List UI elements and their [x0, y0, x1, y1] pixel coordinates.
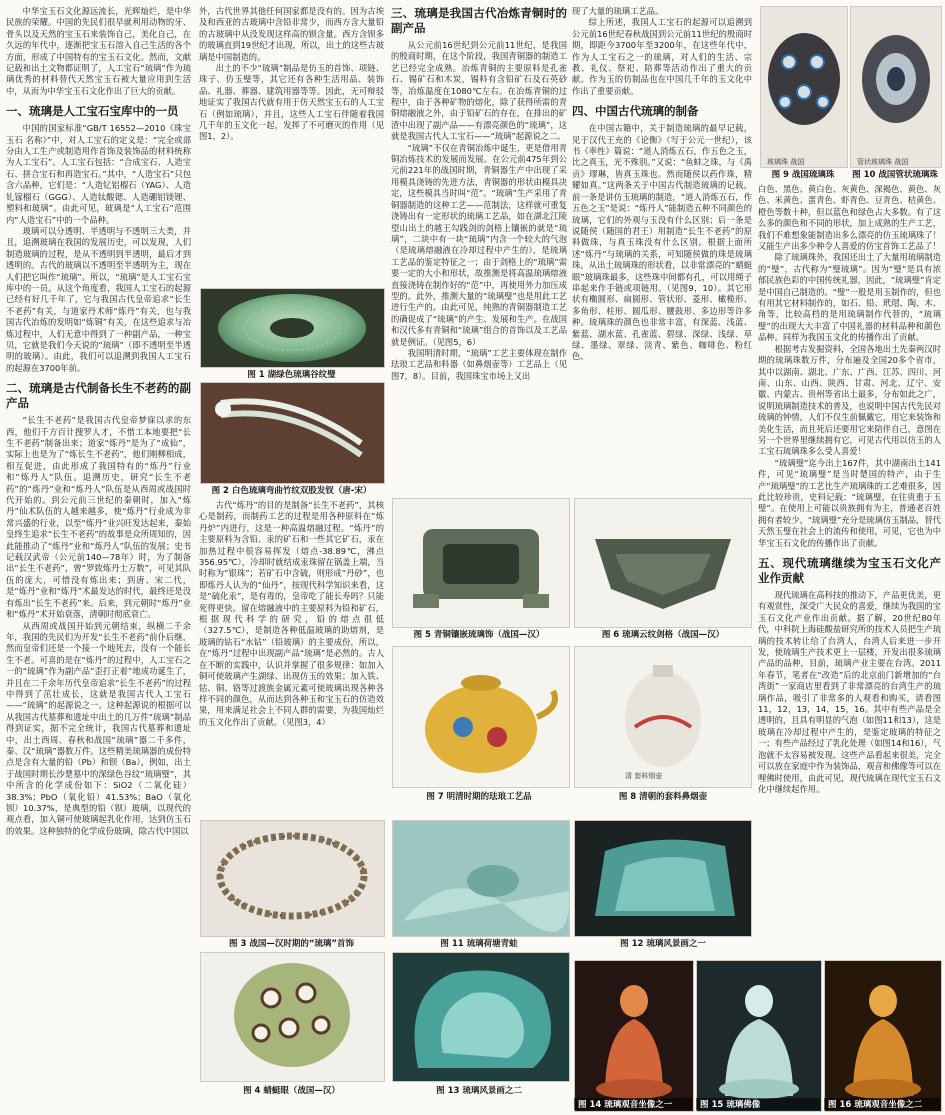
section-2-paragraph-2: 从西周或战国开始到元朝结束，纵横二千余年，我国的先民们为开发“长生不老药”前仆后继，然而皇帝们还是一个接一个地死去，没有一个能长生不老。可喜的是在“炼丹”的过程中，人工宝石之一的“琉璃”作为副产品“歪打正着”地成功诞生了，并且在二千余年历代皇帝追求“长生不老药”的过程中得到了茁壮成长，这就是我国古代人工宝石——“琉璃”的起源说之一。这种起源说的根据可以从我国古代墓葬和遗址中出土的几万件“琉璃”制品得到证实，据不完全统计，我国古代墓葬和遗址中，出土西周、春秋和战国“琉璃”器二千多件，秦、汉“琉璃”器数万件。这些精美琉璃器的成份特点是含有大量的铅（Pb）和钡（Ba），例如，出土于战国时期长沙楚墓中的深绿色谷纹“琉璃璧”，其中所含的化学成份如下：SiO2（二氧化硅）38.3%；PbO（氧化铅）41.53%；BaO（氧化钡）10.37%，是典型的铅（钡）玻璃，以现代的观点看，加入铜可使玻璃起乳化作用，达到仿玉石的效果。这种独特的化学成份玻璃，除古代中国以: [6, 620, 191, 836]
snuff-bottle-image: [575, 647, 751, 787]
figure-15-caption: 图 15 琉璃佛像: [696, 1098, 820, 1110]
sword-guard-image: [575, 499, 751, 627]
figure-14-caption: 图 14 琉璃观音坐像之一: [574, 1098, 692, 1110]
guanyin-statue-2-image: [825, 961, 941, 1111]
figure-10-photo: [850, 6, 942, 168]
col5-paragraph-3: 根据考古发掘资料，全国各地出土先秦两汉时期的琉璃珠数万件，分布遍及全国20多个省市，其中以湖南、湖北、广东、广西、江苏、四川、河南、山东、山西、陕西、甘肃、河北、辽宁、安徽、内蒙古、贵州等省出土最多，分布如此之广，说明琉璃制造技术的普及，也说明中国古代先民对琉璃的钟情，人们不仅生前佩戴它，用它来装饰和美化生活，而且死后还要用它来陪伴自己，意图在另一个世界里继续拥有它，可见古代用以仿玉的人工宝石琉璃珠多么受人喜爱！: [758, 343, 941, 457]
bronze-inlay-image: [393, 499, 569, 627]
enamel-teapot-image: [393, 647, 569, 787]
figure-13-photo: [392, 952, 570, 1082]
col2-paragraph-1: 外，古代世界其他任何国家都是没有的。因为古埃及和西亚的古玻璃中含铅非常少，而西方含大量铅的古玻璃中从没发现这样高的钡含量。西方含钡多的玻璃直到19世纪才出现，所以，出土的这些古玻璃是中国制造的。: [199, 6, 384, 62]
figure-4-photo: [200, 952, 385, 1082]
intro-paragraph: 中华宝玉石文化源远流长，光辉灿烂，是中华民族的荣耀。中国的先民们很早就利用动物的牙、骨头以及天然的宝玉石来装饰自己，美化自己，在久远的年代中，逐渐把宝玉石溶入自己生活的各个方面，形成了中国特有的宝玉石文化。然而，文献记载和出土文物都证明了，人工宝石“琉璃”作为琉璃优秀的材料替代天然宝玉石被大量应用到生活中，从而为中华宝玉石文化作出了巨大的贡献。: [6, 6, 191, 96]
figure-12-caption: 图 12 琉璃风景画之一: [620, 939, 706, 949]
figure-15-photo: [696, 960, 822, 1112]
figure-4-caption: 图 4 蜻蜓眼（战国—汉）: [243, 1086, 340, 1096]
figure-7-caption: 图 7 明清时期的珐琅工艺品: [426, 792, 532, 802]
glass-landscape-1-image: [575, 821, 751, 936]
figure-16-photo: [824, 960, 942, 1112]
figure-6-caption: 图 6 琉璃云纹剑格（战国—汉）: [601, 630, 725, 640]
figure-2-caption: 图 2 白色琉璃弯曲竹纹双股发钗（唐-宋）: [211, 486, 372, 496]
figure-11-photo: [392, 820, 570, 937]
col4-paragraph-3: 在中国古籍中，关于制造琉璃的最早记载，见于汉代王充的《论衡》（写于公元一世纪），该书《率性》篇说：“道人消炼五石，作五色之玉，比之真玉，光不殊别。”又说：“鱼蚌之珠，与《禹贡》璆琳，皆真玉珠也。然而随侯以药作珠，精耀如真。”这两条关于中国古代制造琉璃的记载，前一条是讲仿玉琉璃的制造，“道人消炼五石，作五色之玉”是说：“炼丹人”能制造五种不同颜色的琉璃，它们的外观与玉没有什么区别；后一条是说随侯（随国的君王）用制造“长生不老药”的原料做珠，与真玉珠没有什么区别。根据上面所述“炼丹”与琉璃的关系，可知随侯做的珠是琉璃珠。从出土琉璃珠的形状看，以非常漂亮的“蜻蜓眼”玻璃珠最多，这些珠中间都有孔，可以用绳子串起来作手链或项链用。（见图9，10）。其它形状有椭圆形、扁圆形、管状形、菱形、橄榄形、多角形、柱形、圆瓜形、腰鼓形、多边形等许多种。琉璃珠的颜色也非常丰富，有深蓝、浅蓝、紫蓝、湖水蓝、孔雀蓝、碧绿、深绿、浅绿、草绿、墨绿、翠绿、淡青、紫色、咖啡色、粉红色、: [572, 123, 752, 362]
col3-paragraph-1: 从公元前16世纪到公元前11世纪，是我国的殷商时期，在这个阶段，我国青铜器的制造工艺已经完全成熟。冶炼青铜的主要原料是孔雀石、锡矿石和木炭，锡料有含铅矿石及石英砂等，冶炼温度在1080℃左右。在冶炼青铜的过程中，由于各种矿物的熔化，除了获得所需的青铜熔融液之外，由于铅矿石的存在，在排出的矿渣中出现了副产品——有漂亮颜色的“琉璃”，这就是我国古代人工宝石——“琉璃”起源说之二。: [391, 40, 567, 142]
bead-necklace-image: [201, 821, 384, 936]
col2-paragraph-3: 古代“炼丹”的目的是制备“长生不老药”，其核心是制药，而制药工艺的过程是用各种原料在“炼丹炉”内进行，这是一种高温熔融过程。“炼丹”的主要原料为含铅、汞的矿石和一些其它矿石，汞在加热过程中很容易挥发（熔点-38.89℃，沸点356.95℃），冷却时就结成汞珠留在锅盖上端，当时称为“银珠”；若矿石中含硫，则形成“丹砂”，也即炼丹人认为的“仙丹”，按现代科学知识来看，这是“硫化汞”，是有毒的，皇帝吃了能长寿吗？只能死得更快。留在熔融液中的主要原料为铅和矿石，根据现代科学的研究，铅的熔点很低（327.5℃），是制造各种低温玻璃的助熔剂，是玻璃的钻石“水钻”（铅玻璃）的主要成份，所以，在“炼丹”过程中出现副产品“琉璃”是必然的。古人在不断的实践中，认识并掌握了很多规律：如加入铜可使玻璃产生湖绿、出现仿玉的效果；加入铁、钴、铜、铬等过渡族金属元素可使玻璃出现各种各样不同的颜色，从而达到各种玉和宝玉石的仿造效果，用来满足社会上不同人群的需要，为我国灿烂的玉文化作出了贡献。（见图3，4）: [199, 500, 384, 727]
figure-5-photo: [392, 498, 570, 628]
figure-8-label: 清 套料烟壶: [625, 772, 663, 780]
section-1-heading: 一、琉璃是人工宝石宝库中的一员: [6, 104, 179, 119]
tubular-bead-image: [851, 7, 941, 157]
figure-14-photo: [574, 960, 694, 1112]
column-1-text: [6, 6, 191, 1110]
figure-3-caption: 图 3 战国—汉时期的“琉璃”首饰: [228, 939, 354, 949]
dragonfly-eye-bead-image: [201, 953, 384, 1081]
glass-landscape-2-image: [393, 953, 569, 1081]
column-5-text: [758, 184, 941, 956]
figure-8-caption: 图 8 清朝的套料鼻烟壶: [618, 792, 708, 802]
figure-2-photo: [200, 382, 385, 484]
col5-paragraph-1: 白色、黑色、黄白色、灰黄色、深褐色、黄色、灰色、米黄色、蛋青色、虾青色、豆青色、桔黄色、橙色等数十种，但以蓝色和绿色占大多数。有了这么多的颜色和不同的形状，加上成熟的生产工艺，我们不难想象能制造出多么漂亮的仿玉琉璃珠了！又能生产出多少种令人喜爱的仿宝首饰工艺品了！: [758, 184, 941, 252]
section-1-paragraph-2: 玻璃可以分透明、半透明与不透明三大类，并且，追溯玻璃在我国的发展历史，可以发现，人们制造玻璃的过程，是从不透明到半透明，最后才到透明的。古代的玻璃以不透明至半透明为主，现在人们把它叫作“琉璃”。所以，“琉璃”是人工宝石宝库中的一员。从这个角度看，我国人工宝石的起源已经有好几千年了，它与我国古代皇帝追求“长生不老药”有关，与道家丹术师“炼丹”有关，也与我国古代冶炼的发明如“炼铜”有关，在这些追求与冶炼过程中，人们无意中得到了一种副产品，一种宝贝，它就是我们今天说的“琉璃”（即不透明至半透明的玻璃）。由此，我们可以追溯到我国人工宝石的起源在3700年前。: [6, 225, 191, 373]
col3-paragraph-2: “琉璃”不仅在青铜冶炼中诞生，更是借用青铜冶炼技术的发展而发展。在公元前475年到公元前221年的战国时期，青铜器生产中出现了采用模具浇铸的先进方法，青铜器的形状由模具决定，这些模具当时叫“范”。“琉璃”生产采用了青铜器制造的这种工艺——范制法，这样就可重复浇铸出有一定形状的琉璃工艺品，如在湖北江陵望山出土的越王勾践剑的剑格上镶嵌的就是“琉璃”，二块中有一块“琉璃”内含一个较大的气泡（是琉璃熔融液在冷却过程中产生的），是琉璃工艺品的鉴定特征之一；由于剑格上的“琉璃”需要一定的大小和形状，故推测是将高温琉璃熔液直接浇铸在制作好的“范”中，再使用外力加压成型的。此外，推测大量的“琉璃璧”也是用此工艺进行生产的。由此可见，纯熟的青铜器制造工艺的确促成了“琉璃”的产生、发展和生产。在战国和汉代多有青铜和“琉璃”组合的首饰以及工艺品就是例证。（见图5，6）: [391, 142, 567, 347]
figure-9-photo: [760, 6, 848, 168]
figure-3-photo: [200, 820, 385, 937]
guanyin-statue-1-image: [575, 961, 693, 1111]
figure-9-caption: 图 9 战国琉璃珠: [771, 170, 835, 180]
figure-1-photo: [200, 288, 385, 368]
column-3-text: [391, 6, 567, 492]
figure-8-photo: [574, 646, 752, 788]
jade-bi-disc-image: [201, 289, 384, 367]
section-1-paragraph-1: 中国的国家标准“GB/T 16552—2010《珠宝玉石 名称》”中，对人工宝石的定义是：“完全或部分由人工生产或制造用作首饰及装饰品的材料统称为人工宝石”。人工宝石包括：“合成宝石、人造宝石、拼合宝石和再造宝石。”其中，“人造宝石”只包含六品种，它们是：“人造钇铝榴石（YAG）、人造钆镓榴石（GGG）、人造钛酸锶、人造硼铝镁锂、塑料和玻璃”。由此可见，玻璃是“人工宝石”范围内“人造宝石”中的一个品种。: [6, 123, 191, 225]
figure-10-caption: 图 10 战国管状琉璃珠: [852, 170, 938, 180]
col4-paragraph-2: 综上所述，我国人工宝石的起源可以追溯到公元前16世纪春秋战国到公元前11世纪的殷商时期，即距今3700年至3200年，在这些年代中，作为人工宝石之一的琉璃，对人们的生活、宗教、礼仪、祭祀、陪葬等活动作出了重大的贡献。作为玉的仿制品也在中国几千年的玉文化中作出了重要贡献。: [572, 17, 752, 96]
figure-11-caption: 图 11 琉璃荷塘青蛙: [440, 939, 518, 949]
section-2-heading: 二、琉璃是古代制备长生不老药的副产品: [6, 381, 191, 411]
figure-13-caption: 图 13 琉璃风景画之二: [436, 1086, 522, 1096]
col3-paragraph-3: 我国明清时期，“琉璃”工艺主要体现在制作珐琅工艺品和料器（如鼻烟壶等）工艺品上（见图7，8）。目前，我国珠宝市场上又出: [391, 347, 567, 381]
figure-16-caption: 图 16 琉璃观音坐像之二: [824, 1098, 940, 1110]
figure-9-label: 玻璃珠 战国: [767, 158, 805, 166]
glass-frog-image: [393, 821, 569, 936]
hairpin-image: [201, 383, 384, 483]
section-4-heading: 四、中国古代琉璃的制备: [572, 104, 699, 119]
section-3-heading: 三、琉璃是我国古代冶炼青铜时的副产品: [391, 6, 567, 35]
column-4-text: [572, 6, 752, 492]
figure-6-photo: [574, 498, 752, 628]
column-2-top-text: [199, 6, 384, 284]
section-5-heading: 五、现代琉璃继续为宝玉石文化产业作贡献: [758, 556, 941, 585]
col5-paragraph-5: 现代琉璃在高科技的推动下，产品更优美，更有观赏性，深受广大民众的喜爱，继续为我国的宝玉石文化产业作出贡献。据了解，20世纪80年代，中科院上海硅酸盐研究所的技术人员把生产琉璃的技术转让给了台湾人，台湾人后来进一步开发，使琉璃生产技术更上一层楼，开发出很多琉璃产品的品种，目前，琉璃产业主要在台湾。2011年春节，笔者在“改造”后的北京前门新增加的“台湾街”一家商店里看到了非常漂亮的台湾生产的琉璃作品，吸引了非常多的人观看和购买，请看图11，12，13，14，15，16。其中有些产品是全透明的，且具有明显的气泡（如图11和13），这是玻璃在冷却过程中产生的，是鉴定玻璃的特征之一；有些产品经过了乳化处理（如图14和16），气泡就不太容易被发现。这些产品看起来很美，完全可以放在家庭中作为装饰品，观音和佛像等可以在哩佛时使用，由此可见，现代琉璃在现代宝玉石文化中继续起作用。: [758, 590, 941, 794]
buddha-statue-image: [697, 961, 821, 1111]
figure-7-photo: [392, 646, 570, 788]
figure-12-photo: [574, 820, 752, 937]
col5-paragraph-2: 除了琉璃珠外，我国还出土了大量用琉璃制造的“璧”，古代称为“璧琉璃”。因为“璧”是具有浓郁民族色彩的中国传统礼器，因此，“琉璃璧”肯定是中国自己制造的。“璧”一般是用玉制作的，但也有用其它材料制作的，如石、铅、玳瑁、陶、木、角等，比较高档的是用琉璃制作代替的，“琉璃璧”的出现大大丰富了中国礼器的材料品种和颜色品种。同样为我国玉文化的传播作出了贡献。: [758, 252, 941, 343]
figure-5-caption: 图 5 青铜镶嵌琉璃饰（战国—汉）: [413, 630, 545, 640]
col2-paragraph-2: 出土的不少“琉璃”制品是仿玉的首饰、项链、珠子、仿玉璧等，其它还有各种生活用品、装饰品、礼器、葬器、建筑用器等等。因此，无可辩驳地证实了我国古代就有用于仿天然宝玉石的人工宝石（例如琉璃），并且，这些人工宝石伴随着我国几千年的玉文化一起，发挥了不可磨灭的作用（见图1，2）。: [199, 63, 384, 142]
col5-paragraph-4: “琉璃璧”迄今出土167件，其中湖南出土141件，可见“琉璃璧”是当时楚国的特产，由于生产“琉璃璧”的工艺比生产琉璃珠的工艺难很多，因此比较珍贵，史料记载：“琉璃璧，在往贵重于玉璧”。在使用上可能以贵族拥有为主，普通老百姓拥有者较少。“琉璃璧”充分是琉璃仿玉制品，替代天然玉璧在社会上的流传和使用，可见，它也为中华宝玉石文化的传播作出了贡献。: [758, 457, 941, 548]
section-2-paragraph-1: “长生不老药”是我国古代皇帝梦寐以求的东西，他们千方百计搜罗人才，不惜工本地要把“长生不老药”制备出来；道家“炼丹”是为了“成仙”，实际上也是为了“炼长生不老药”，他们刚柳相成，相互促进，由此形成了我国特有的“炼丹”行业和“炼丹人”队伍。追溯历史，研究“长生不老药”的“炼丹”业和“炼丹人”队伍是从西周或战国时代开始的。到公元前三世纪的秦朝时，加入“炼丹”仙术队伍的人越来越多，使“炼丹”行业成为非常兴盛的行业，以至“炼丹”业兴旺发达起来，秦始皇终生追求“长生不老药”的故事是众所周知的，因此能推动了“炼丹”业和“炼丹人”队伍的发展；史书记载汉武帝（公元前140—78年）时，为了制备出“长生不老药”，曾“罗致炼丹士万数”，可见其队伍的庞大，可惜没有炼出来；到唐、宋二代，是“炼丹”业和“炼丹”术最发达的时代，最终还是没有炼出“长生不老药”来。后来，到元朝时“炼丹”业和“炼丹”术开始衰落，清朝时彻底衰亡。: [6, 415, 191, 620]
col4-paragraph-1: 现了大量的琉璃工艺品。: [572, 6, 664, 16]
figure-1-caption: 图 1 湖绿色琉璃谷纹璧: [247, 370, 336, 380]
column-2-middle-text: [199, 500, 384, 818]
figure-10-label: 管状玻璃珠 战国: [857, 158, 909, 166]
warring-states-bead-image: [761, 7, 847, 157]
